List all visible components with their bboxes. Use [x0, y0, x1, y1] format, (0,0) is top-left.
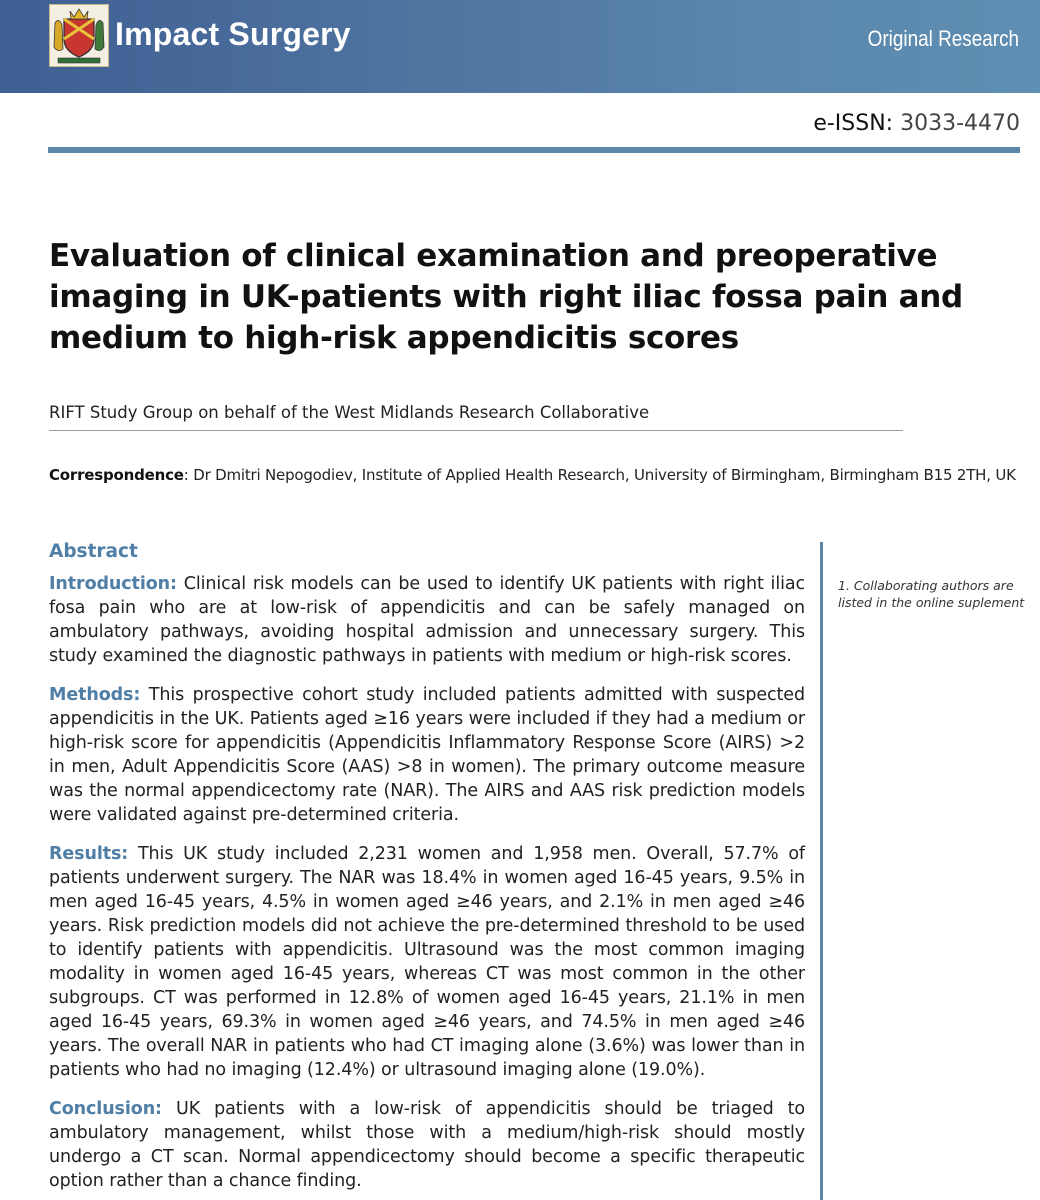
- abstract-heading: Abstract: [49, 541, 138, 562]
- footnote: 1. Collaborating authors are listed in the online suplement: [838, 578, 1025, 610]
- correspondence-text: : Dr Dmitri Nepogodiev, Institute of Applied Health Research, University of Birmingham, Birmingham B15 2TH, UK: [183, 466, 1016, 484]
- abstract-conclusion: [49, 1097, 805, 1193]
- introduction-label: Introduction:: [49, 574, 177, 594]
- correspondence-label: Correspondence: [49, 466, 184, 484]
- article-authors: RIFT Study Group on behalf of the West Midlands Research Collaborative: [49, 403, 650, 422]
- conclusion-label: Conclusion:: [49, 1099, 162, 1119]
- article-title: Evaluation of clinical examination and preoperative imaging in UK-patients with right iliac fossa pain and medium to high-risk appendicitis scores: [49, 238, 963, 356]
- results-label: Results:: [49, 844, 129, 864]
- authors-divider: [49, 430, 903, 431]
- journal-brand: Impact Surgery: [115, 16, 351, 52]
- conclusion-text: UK patients with a low-risk of appendicitis should be triaged to ambulatory management, whilst those with a medium/high-risk should mostly undergo a CT scan. Normal appendicectomy should become a specific therapeutic option rather than a chance finding.: [49, 1099, 805, 1191]
- methods-text: This prospective cohort study included patients admitted with suspected appendicitis in the UK. Patients aged ≥16 years were included if they had a medium or high-risk score for appendicitis (Appendicitis Inflammatory Response Score (AIRS) >2 in men, Adult Appendicitis Score (AAS) >8 in women). The primary outcome measure was the normal appendicectomy rate (NAR). The AIRS and AAS risk prediction models were validated against pre-determined criteria.: [49, 685, 805, 825]
- abstract-methods: [49, 683, 805, 827]
- introduction-text: Clinical risk models can be used to identify UK patients with right iliac fosa pain who are at low-risk of appendicitis and can be safely managed on ambulatory pathways, avoiding hospital admission and unnecessary surgery. This study examined the diagnostic pathways in patients with medium or high-risk scores.: [49, 574, 805, 666]
- correspondence: [49, 466, 1029, 484]
- issn-label: e-ISSN:: [813, 111, 894, 136]
- abstract-results: [49, 842, 805, 1082]
- journal-crest-icon: [49, 4, 109, 67]
- journal-header: [0, 0, 1040, 93]
- issn: [813, 111, 1020, 136]
- issn-value: 3033-4470: [900, 111, 1020, 136]
- header-divider: [48, 147, 1020, 153]
- sidebar-divider: [820, 542, 823, 1200]
- abstract-introduction: [49, 572, 805, 668]
- methods-label: Methods:: [49, 685, 141, 705]
- results-text: This UK study included 2,231 women and 1,958 men. Overall, 57.7% of patients underwent surgery. The NAR was 18.4% in women aged 16-45 years, 9.5% in men aged 16-45 years, 4.5% in women aged ≥46 years, and 2.1% in men aged ≥46 years. Risk prediction models did not achieve the pre-determined threshold to be used to identify patients with appendicitis. Ultrasound was the most common imaging modality in women aged 16-45 years, whereas CT was most common in the other subgroups. CT was performed in 12.8% of women aged 16-45 years, 21.1% in men aged 16-45 years, 69.3% in women aged ≥46 years, and 74.5% in men aged ≥46 years. The overall NAR in patients who had CT imaging alone (3.6%) was lower than in patients who had no imaging (12.4%) or ultrasound imaging alone (19.0%).: [49, 844, 805, 1080]
- abstract-section: [49, 540, 805, 1200]
- article-type-label: Original Research: [867, 26, 1019, 51]
